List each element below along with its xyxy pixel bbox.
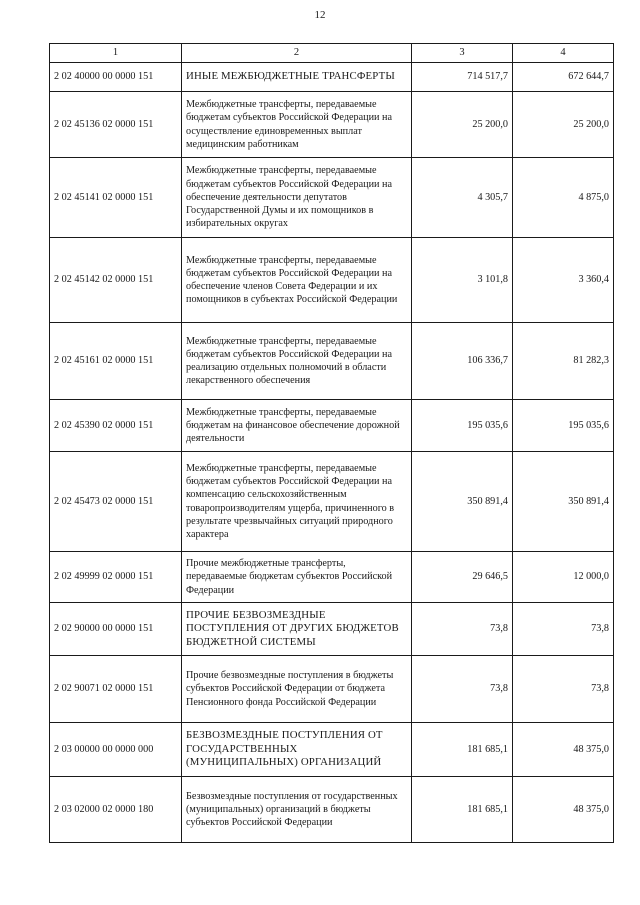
row-value-col3-cell: 181 685,1 [412,723,513,777]
row-code-cell: 2 02 90000 00 0000 151 [50,603,182,656]
table-row [50,400,614,452]
row-value-col3-cell: 25 200,0 [412,92,513,158]
row-value-col4-cell: 4 875,0 [513,158,614,238]
row-name-cell: Прочие межбюджетные трансферты, передаваемые бюджетам субъектов Российской Федерации [182,552,412,603]
row-code-cell: 2 02 45136 02 0000 151 [50,92,182,158]
row-code-cell: 2 02 45141 02 0000 151 [50,158,182,238]
row-value-col3-cell: 195 035,6 [412,400,513,452]
row-code-cell: 2 02 40000 00 0000 151 [50,63,182,92]
row-value-col4-cell: 73,8 [513,656,614,723]
row-code-cell: 2 03 00000 00 0000 000 [50,723,182,777]
table-row [50,452,614,552]
table-header-row [50,44,614,63]
row-name-cell: Межбюджетные трансферты, передаваемые бюджетам субъектов Российской Федерации на осуществление единовременных выплат медицинским работникам [182,92,412,158]
row-name-cell: ИНЫЕ МЕЖБЮДЖЕТНЫЕ ТРАНСФЕРТЫ [182,63,412,92]
column-header-2: 2 [182,44,412,63]
row-name-cell: Межбюджетные трансферты, передаваемые бюджетам на финансовое обеспечение дорожной деятельности [182,400,412,452]
table-row [50,323,614,400]
table-row [50,552,614,603]
row-value-col3-cell: 73,8 [412,603,513,656]
row-value-col3-cell: 73,8 [412,656,513,723]
table-row [50,238,614,323]
row-code-cell: 2 02 90071 02 0000 151 [50,656,182,723]
row-name-cell: Межбюджетные трансферты, передаваемые бюджетам субъектов Российской Федерации на обеспечение членов Совета Федерации и их помощников в субъектах Российской Федерации [182,238,412,323]
row-value-col3-cell: 714 517,7 [412,63,513,92]
row-value-col3-cell: 106 336,7 [412,323,513,400]
row-value-col4-cell: 3 360,4 [513,238,614,323]
row-name-cell: Безвозмездные поступления от государственных (муниципальных) организаций в бюджеты субъектов Российской Федерации [182,777,412,843]
table-row [50,158,614,238]
row-code-cell: 2 03 02000 02 0000 180 [50,777,182,843]
row-value-col4-cell: 81 282,3 [513,323,614,400]
row-code-cell: 2 02 45142 02 0000 151 [50,238,182,323]
column-header-3: 3 [412,44,513,63]
table-row [50,656,614,723]
table-row [50,603,614,656]
row-value-col4-cell: 672 644,7 [513,63,614,92]
row-value-col3-cell: 3 101,8 [412,238,513,323]
column-header-4: 4 [513,44,614,63]
table-row [50,92,614,158]
row-value-col3-cell: 29 646,5 [412,552,513,603]
page-number: 12 [314,9,326,21]
row-value-col4-cell: 48 375,0 [513,777,614,843]
row-value-col4-cell: 25 200,0 [513,92,614,158]
row-name-cell: ПРОЧИЕ БЕЗВОЗМЕЗДНЫЕ ПОСТУПЛЕНИЯ ОТ ДРУГИХ БЮДЖЕТОВ БЮДЖЕТНОЙ СИСТЕМЫ [182,603,412,656]
row-value-col4-cell: 195 035,6 [513,400,614,452]
row-value-col4-cell: 12 000,0 [513,552,614,603]
row-name-cell: Межбюджетные трансферты, передаваемые бюджетам субъектов Российской Федерации на компенсацию сельскохозяйственным товаропроизводителям ущерба, причиненного в результате чрезвычайных ситуаций природного характера [182,452,412,552]
row-name-cell: Межбюджетные трансферты, передаваемые бюджетам субъектов Российской Федерации на реализацию отдельных полномочий в области лекарственного обеспечения [182,323,412,400]
row-code-cell: 2 02 45390 02 0000 151 [50,400,182,452]
row-code-cell: 2 02 45161 02 0000 151 [50,323,182,400]
table-row [50,777,614,843]
column-header-1: 1 [50,44,182,63]
table-body [50,44,614,843]
budget-table [49,43,614,843]
table-row [50,723,614,777]
row-value-col4-cell: 350 891,4 [513,452,614,552]
row-value-col3-cell: 350 891,4 [412,452,513,552]
row-value-col3-cell: 181 685,1 [412,777,513,843]
row-code-cell: 2 02 45473 02 0000 151 [50,452,182,552]
row-value-col4-cell: 73,8 [513,603,614,656]
row-name-cell: Прочие безвозмездные поступления в бюджеты субъектов Российской Федерации от бюджета Пенсионного фонда Российской Федерации [182,656,412,723]
row-value-col3-cell: 4 305,7 [412,158,513,238]
row-name-cell: Межбюджетные трансферты, передаваемые бюджетам субъектов Российской Федерации на обеспечение деятельности депутатов Государственной Думы и их помощников в избирательных округах [182,158,412,238]
row-code-cell: 2 02 49999 02 0000 151 [50,552,182,603]
row-value-col4-cell: 48 375,0 [513,723,614,777]
row-name-cell: БЕЗВОЗМЕЗДНЫЕ ПОСТУПЛЕНИЯ ОТ ГОСУДАРСТВЕННЫХ (МУНИЦИПАЛЬНЫХ) ОРГАНИЗАЦИЙ [182,723,412,777]
table-row [50,63,614,92]
